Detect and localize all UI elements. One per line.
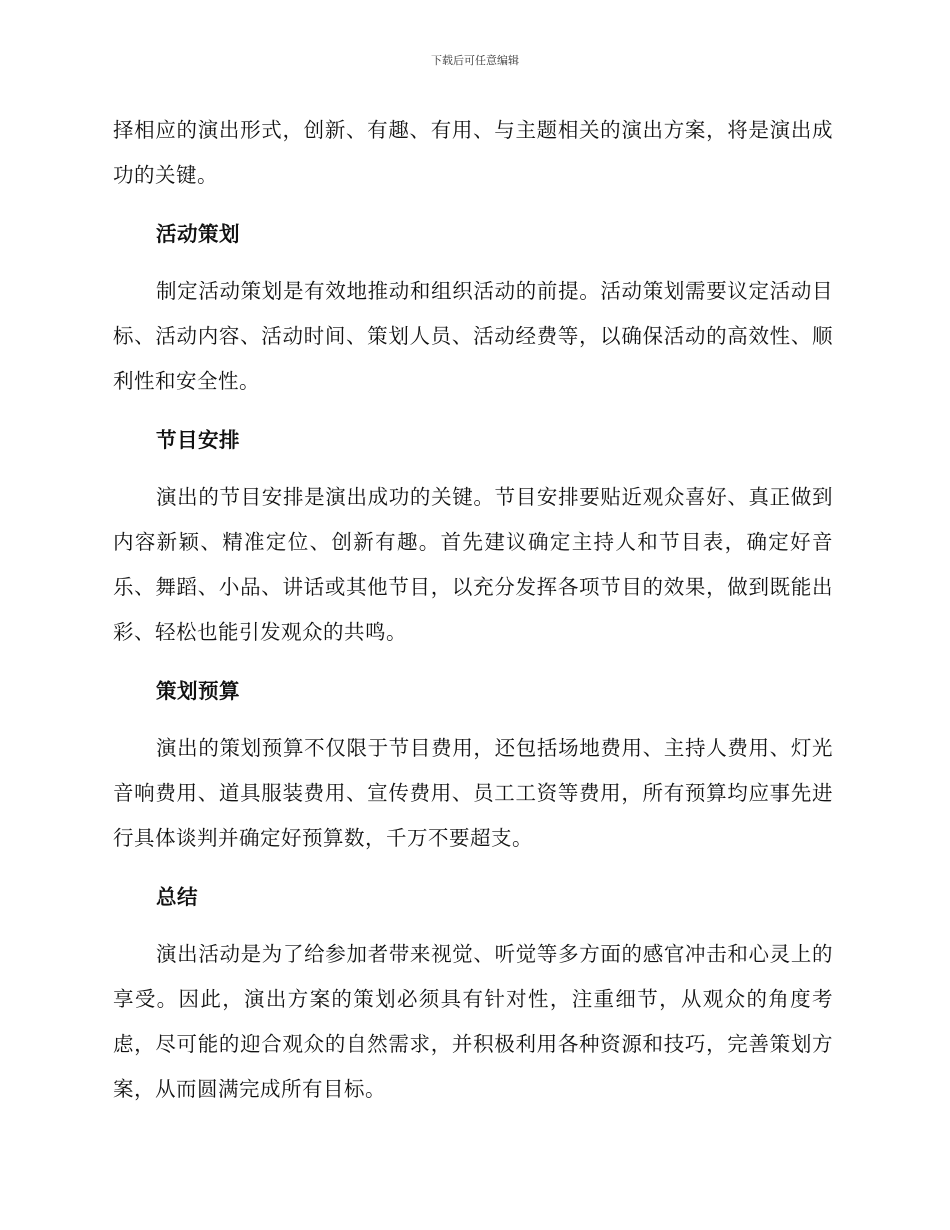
section-summary [113,875,833,1112]
section-paragraph: 演出活动是为了给参加者带来视觉、听觉等多方面的感官冲击和心灵上的享受。因此，演出方案的策划必须具有针对性，注重细节，从观众的角度考虑，尽可能的迎合观众的自然需求，并积极利用各种资源和技巧，完善策划方案，从而圆满完成所有目标。 [113,942,833,1101]
section-heading: 节目安排 [156,428,240,452]
intro-paragraph: 择相应的演出形式，创新、有趣、有用、与主题相关的演出方案，将是演出成功的关键。 [113,118,833,187]
section-heading: 策划预算 [156,679,240,703]
section-heading: 活动策划 [156,222,240,246]
section-paragraph: 演出的策划预算不仅限于节目费用，还包括场地费用、主持人费用、灯光音响费用、道具服装费用、宣传费用、员工工资等费用，所有预算均应事先进行具体谈判并确定好预算数，千万不要超支。 [113,736,833,850]
page-header: 下载后可任意编辑 [431,54,519,67]
section-heading: 总结 [156,885,198,909]
section-planning-budget [113,669,833,861]
section-program-arrangement [113,418,833,655]
section-paragraph: 制定活动策划是有效地推动和组织活动的前提。活动策划需要议定活动目标、活动内容、活动时间、策划人员、活动经费等，以确保活动的高效性、顺利性和安全性。 [113,279,833,393]
document-body [113,108,833,1112]
section-paragraph: 演出的节目安排是演出成功的关键。节目安排要贴近观众喜好、真正做到内容新颖、精准定位、创新有趣。首先建议确定主持人和节目表，确定好音乐、舞蹈、小品、讲话或其他节目，以充分发挥各项节目的效果，做到既能出彩、轻松也能引发观众的共鸣。 [113,485,833,644]
section-activity-planning [113,212,833,404]
